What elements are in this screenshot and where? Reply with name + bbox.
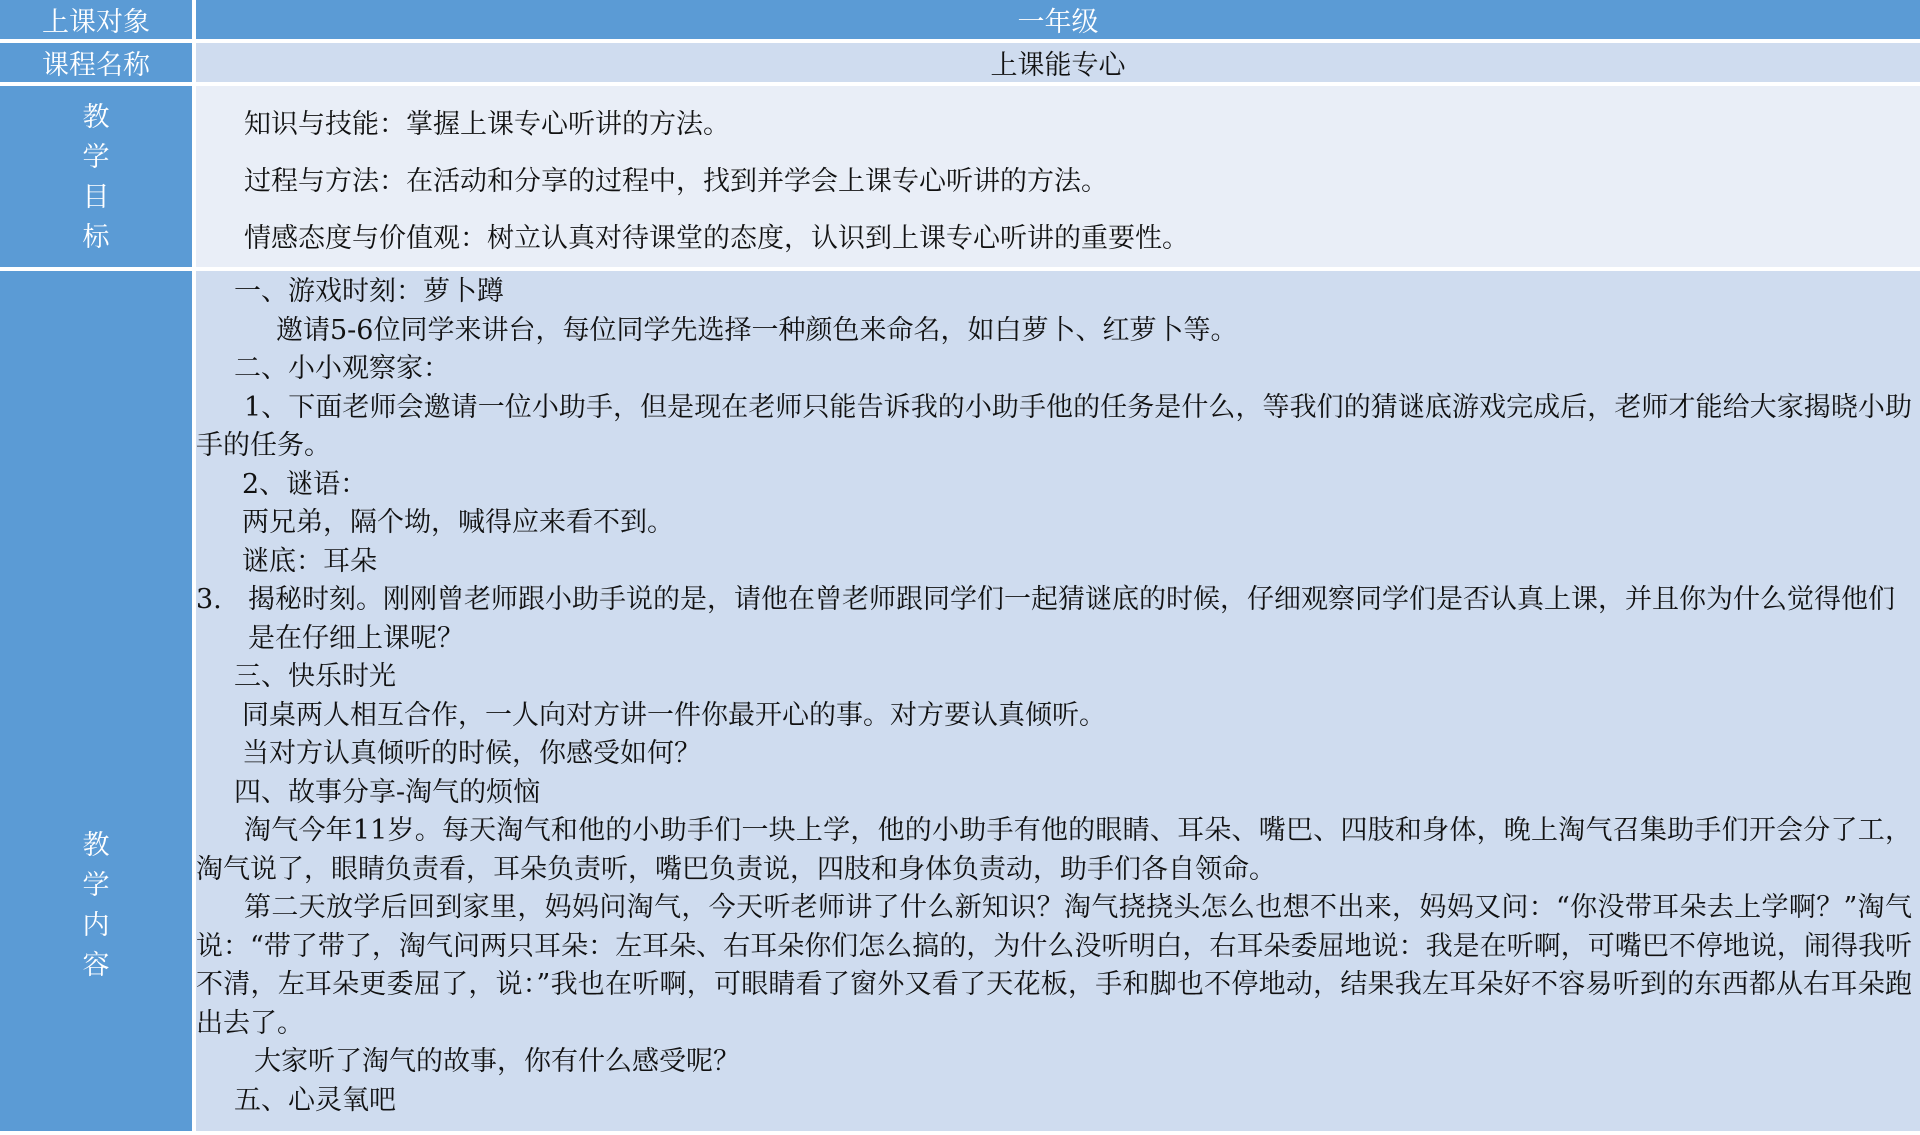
goals-label-char: 教 (82, 101, 110, 133)
goal-knowledge-skills: 知识与技能：掌握上课专心听讲的方法。 (244, 109, 730, 140)
row-audience (0, 0, 1920, 43)
course-name-label: 课程名称 (0, 43, 196, 86)
teaching-goals-label (0, 86, 196, 271)
goals-label-char: 学 (82, 141, 110, 173)
section-4-paragraph-2: 第二天放学后回到家里，妈妈问淘气，今天听老师讲了什么新知识？淘气挠挠头怎么也想不出来，妈妈又问：“你没带耳朵去上学啊？”淘气说：“带了带了，淘气问两只耳朵：左耳朵、右耳朵你们怎么搞的，为什么没听明白，右耳朵委屈地说：我是在听啊，可嘴巴不停地说，闹得我听不清，左耳朵更委屈了，说：”我也在听啊，可眼睛看了窗外又看了天花板，手和脚也不停地动，结果我左耳朵好不容易听到的东西都从右耳朵跑出去了。 (196, 892, 1912, 1039)
section-3-text-2: 当对方认真倾听的时候，你感受如何？ (242, 738, 701, 769)
row-course-name (0, 43, 1920, 86)
teaching-content-cell (196, 271, 1920, 1135)
audience-label: 上课对象 (0, 0, 196, 43)
goals-label-char: 标 (82, 221, 110, 253)
item-3-text: 揭秘时刻。刚刚曾老师跟小助手说的是，请他在曾老师跟同学们一起猜谜底的时候，仔细观察同学们是否认真上课，并且你为什么觉得他们是在仔细上课呢？ (248, 584, 1895, 654)
section-4-paragraph-1: 淘气今年11岁。每天淘气和他的小助手们一块上学，他的小助手有他的眼睛、耳朵、嘴巴、四肢和身体，晚上淘气召集助手们开会分了工，淘气说了，眼睛负责看，耳朵负责听，嘴巴负责说，四肢和身体负责动，助手们各自领命。 (196, 815, 1912, 885)
teaching-content-label (0, 271, 196, 1135)
section-2-item-1: 1、下面老师会邀请一位小助手，但是现在老师只能告诉我的小助手他的任务是什么，等我们的猜谜底游戏完成后，老师才能给大家揭晓小助手的任务。 (196, 391, 1912, 461)
content-label-char: 学 (82, 870, 110, 901)
row-teaching-goals (0, 86, 1920, 271)
goal-process-method: 过程与方法：在活动和分享的过程中，找到并学会上课专心听讲的方法。 (244, 166, 1108, 197)
row-teaching-content (0, 271, 1920, 1135)
section-1-text: 邀请5-6位同学来讲台，每位同学先选择一种颜色来命名，如白萝卜、红萝卜等。 (276, 314, 1238, 346)
section-2-item-3 (196, 581, 1912, 658)
section-3-heading: 三、快乐时光 (234, 661, 396, 692)
item-3-number: 3. (196, 584, 222, 615)
audience-value: 一年级 (196, 0, 1920, 43)
section-2-answer: 谜底：耳朵 (242, 545, 377, 577)
content-label-char: 内 (82, 910, 110, 941)
goal-attitude-values: 情感态度与价值观：树立认真对待课堂的态度，认识到上课专心听讲的重要性。 (244, 223, 1189, 254)
section-3-text-1: 同桌两人相互合作，一人向对方讲一件你最开心的事。对方要认真倾听。 (242, 699, 1106, 731)
course-name-value: 上课能专心 (196, 43, 1920, 86)
section-2-item-2: 2、谜语： (242, 468, 368, 500)
content-label-char: 容 (82, 950, 110, 981)
content-label-char: 教 (82, 830, 110, 861)
section-5-heading: 五、心灵氧吧 (234, 1084, 396, 1116)
section-2-riddle: 两兄弟，隔个坳，喊得应来看不到。 (242, 507, 674, 538)
section-2-heading: 二、小小观察家： (234, 353, 450, 384)
teaching-goals-cell (196, 86, 1920, 271)
section-4-heading: 四、故事分享-淘气的烦恼 (234, 776, 541, 808)
section-1-heading: 一、游戏时刻：萝卜蹲 (234, 276, 504, 307)
section-4-question: 大家听了淘气的故事，你有什么感受呢？ (254, 1046, 740, 1077)
goals-label-char: 目 (82, 181, 110, 213)
